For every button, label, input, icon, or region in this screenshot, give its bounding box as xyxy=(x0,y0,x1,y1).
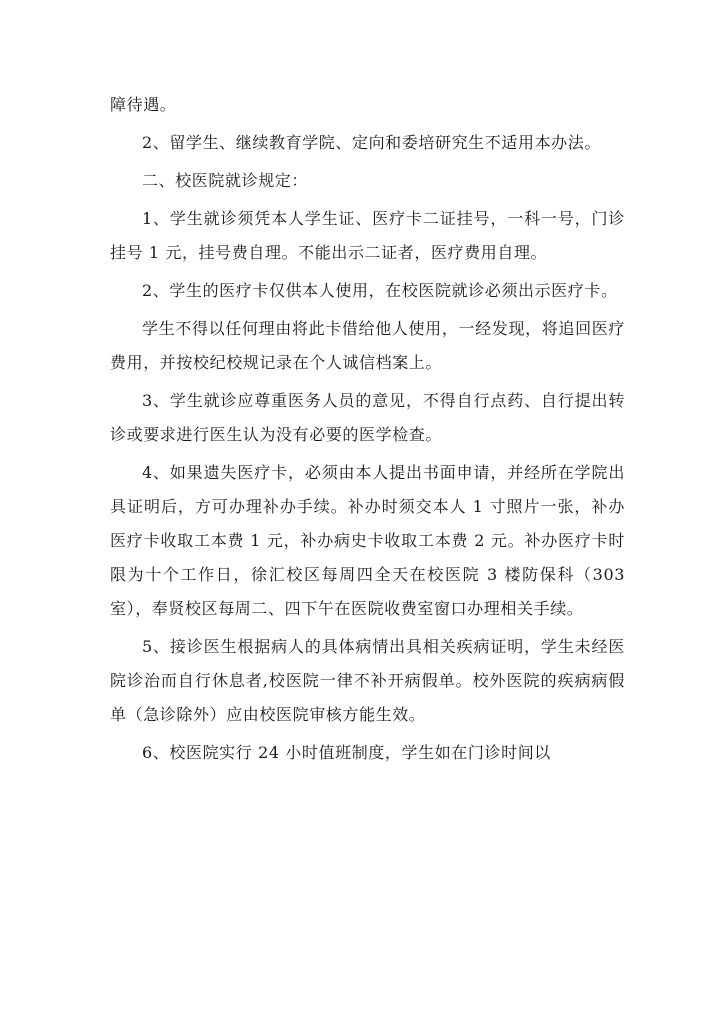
paragraph-rule-4-lost-card: 4、如果遗失医疗卡，必须由本人提出书面申请，并经所在学院出具证明后，方可办理补办手续。补办时须交本人 1 寸照片一张，补办医疗卡收取工本费 1 元，补办病史卡收取工本费 2 元。补办医疗卡时限为十个工作日，徐汇校区每周四全天在校医院 3 楼防保科（303 室），奉贤校区每周二、四下午在医院收费室窗口办理相关手续。 xyxy=(110,463,625,618)
paragraph-rule-6-duty-system: 6、校医院实行 24 小时值班制度，学生如在门诊时间以 xyxy=(142,743,551,762)
paragraph-rule-5-sick-leave: 5、接诊医生根据病人的具体病情出具相关疾病证明，学生未经医院诊治而自行休息者,校医院一律不补开病假单。校外医院的疾病病假单（急诊除外）应由校医院审核方能生效。 xyxy=(110,637,625,724)
paragraph-rule-1-registration: 1、学生就诊须凭本人学生证、医疗卡二证挂号，一科一号，门诊挂号 1 元，挂号费自理。不能出示二证者，医疗费用自理。 xyxy=(110,209,625,262)
paragraph-continuation: 障待遇。 xyxy=(110,95,177,114)
document-body xyxy=(110,88,625,770)
section-heading-clinic-rules: 二、校医院就诊规定： xyxy=(142,171,309,190)
paragraph-item-2-exclusion: 2、留学生、继续教育学院、定向和委培研究生不适用本办法。 xyxy=(142,133,601,152)
paragraph-rule-2-card-usage: 2、学生的医疗卡仅供本人使用，在校医院就诊必须出示医疗卡。 xyxy=(142,281,618,300)
paragraph-rule-3-respect-staff: 3、学生就诊应尊重医务人员的意见，不得自行点药、自行提出转诊或要求进行医生认为没有必要的医学检查。 xyxy=(110,391,625,444)
paragraph-card-lending: 学生不得以任何理由将此卡借给他人使用，一经发现，将追回医疗费用，并按校纪校规记录在个人诚信档案上。 xyxy=(110,319,625,372)
